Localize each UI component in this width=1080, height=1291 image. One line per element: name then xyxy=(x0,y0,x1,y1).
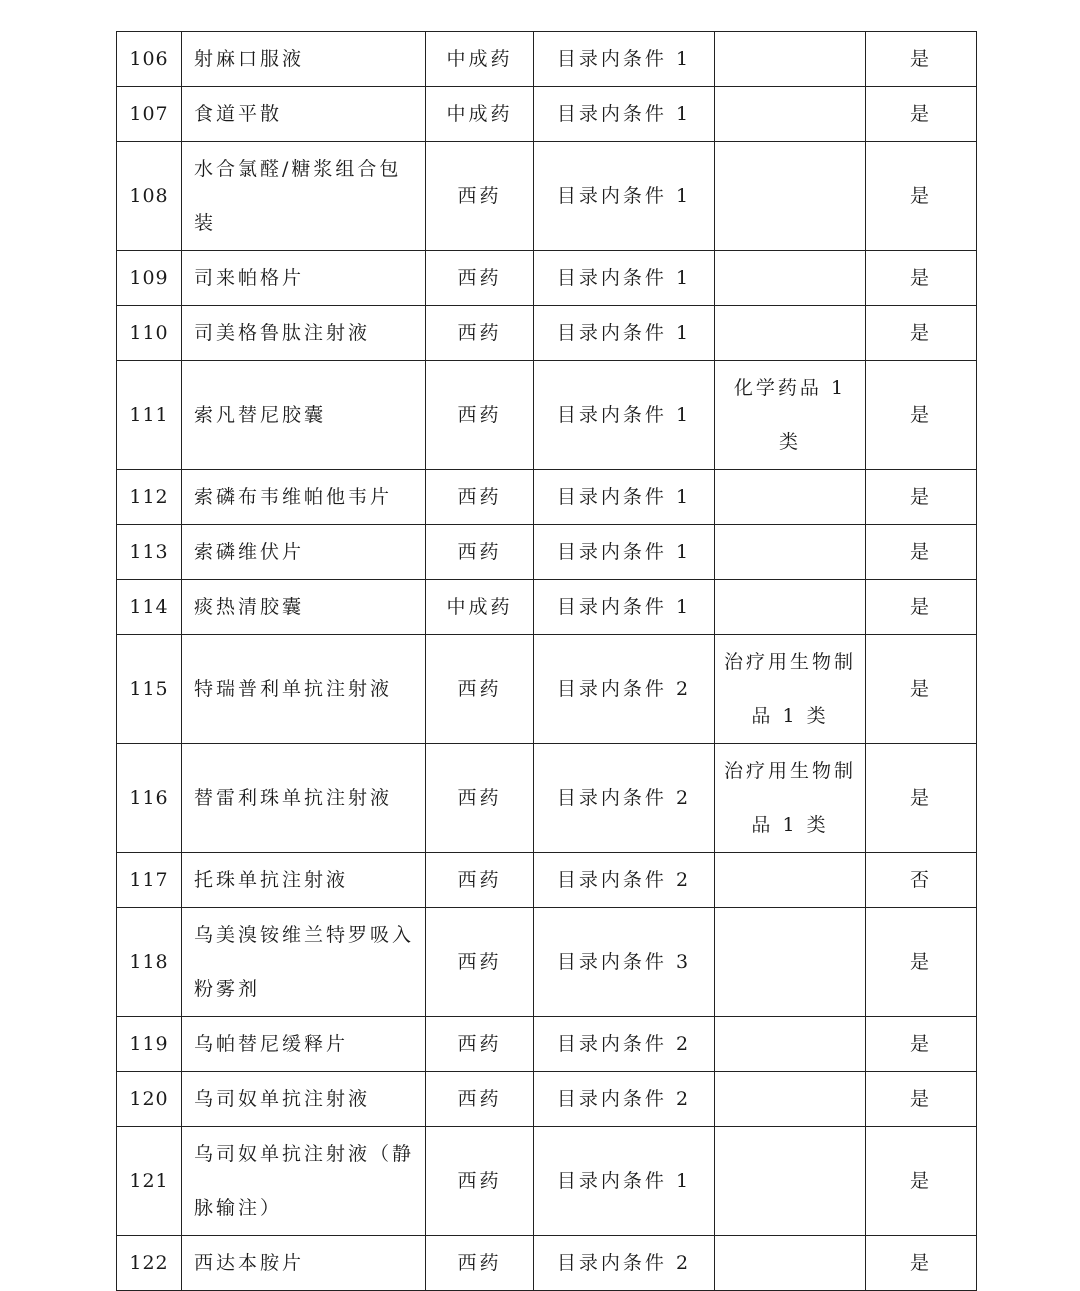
yes-no-flag-cell: 是 xyxy=(866,306,977,361)
drug-type-cell: 西药 xyxy=(426,306,534,361)
row-number-cell: 122 xyxy=(117,1236,182,1291)
catalog-condition-cell: 目录内条件 1 xyxy=(534,525,715,580)
drug-name-cell: 索磷布韦维帕他韦片 xyxy=(182,470,426,525)
drug-category-cell xyxy=(715,1017,866,1072)
catalog-condition-cell: 目录内条件 3 xyxy=(534,908,715,1017)
yes-no-flag-cell: 是 xyxy=(866,32,977,87)
drug-name-cell: 痰热清胶囊 xyxy=(182,580,426,635)
drug-category-cell xyxy=(715,853,866,908)
yes-no-flag-cell: 是 xyxy=(866,1236,977,1291)
catalog-condition-cell: 目录内条件 1 xyxy=(534,470,715,525)
drug-list-table xyxy=(116,31,977,1291)
yes-no-flag-cell: 是 xyxy=(866,142,977,251)
drug-name-cell: 乌美溴铵维兰特罗吸入粉雾剂 xyxy=(182,908,426,1017)
catalog-condition-cell: 目录内条件 1 xyxy=(534,251,715,306)
drug-name-cell: 乌司奴单抗注射液 xyxy=(182,1072,426,1127)
drug-name-cell: 索凡替尼胶囊 xyxy=(182,361,426,470)
drug-name-cell: 索磷维伏片 xyxy=(182,525,426,580)
catalog-condition-cell: 目录内条件 1 xyxy=(534,32,715,87)
drug-type-cell: 西药 xyxy=(426,1017,534,1072)
table-row xyxy=(117,251,977,306)
row-number-cell: 112 xyxy=(117,470,182,525)
row-number-cell: 118 xyxy=(117,908,182,1017)
yes-no-flag-cell: 是 xyxy=(866,361,977,470)
drug-category-cell xyxy=(715,908,866,1017)
drug-type-cell: 西药 xyxy=(426,853,534,908)
drug-type-cell: 西药 xyxy=(426,361,534,470)
table-row xyxy=(117,635,977,744)
table-row xyxy=(117,1017,977,1072)
table-row xyxy=(117,470,977,525)
row-number-cell: 120 xyxy=(117,1072,182,1127)
catalog-condition-cell: 目录内条件 2 xyxy=(534,1072,715,1127)
yes-no-flag-cell: 是 xyxy=(866,908,977,1017)
catalog-condition-cell: 目录内条件 1 xyxy=(534,87,715,142)
catalog-condition-cell: 目录内条件 1 xyxy=(534,361,715,470)
row-number-cell: 121 xyxy=(117,1127,182,1236)
drug-name-cell: 特瑞普利单抗注射液 xyxy=(182,635,426,744)
table-row xyxy=(117,306,977,361)
yes-no-flag-cell: 是 xyxy=(866,525,977,580)
row-number-cell: 114 xyxy=(117,580,182,635)
catalog-condition-cell: 目录内条件 1 xyxy=(534,1127,715,1236)
catalog-condition-cell: 目录内条件 1 xyxy=(534,142,715,251)
drug-category-cell xyxy=(715,1127,866,1236)
drug-type-cell: 西药 xyxy=(426,142,534,251)
table-row xyxy=(117,525,977,580)
row-number-cell: 109 xyxy=(117,251,182,306)
row-number-cell: 113 xyxy=(117,525,182,580)
table-row xyxy=(117,361,977,470)
drug-name-cell: 水合氯醛/糖浆组合包装 xyxy=(182,142,426,251)
table-row xyxy=(117,87,977,142)
yes-no-flag-cell: 是 xyxy=(866,470,977,525)
row-number-cell: 115 xyxy=(117,635,182,744)
drug-type-cell: 中成药 xyxy=(426,32,534,87)
yes-no-flag-cell: 是 xyxy=(866,87,977,142)
table-row xyxy=(117,32,977,87)
drug-category-cell: 治疗用生物制品 1 类 xyxy=(715,744,866,853)
catalog-condition-cell: 目录内条件 2 xyxy=(534,635,715,744)
catalog-condition-cell: 目录内条件 2 xyxy=(534,1236,715,1291)
drug-type-cell: 西药 xyxy=(426,908,534,1017)
yes-no-flag-cell: 否 xyxy=(866,853,977,908)
drug-name-cell: 食道平散 xyxy=(182,87,426,142)
drug-category-cell xyxy=(715,1236,866,1291)
drug-type-cell: 中成药 xyxy=(426,87,534,142)
drug-category-cell xyxy=(715,470,866,525)
drug-type-cell: 西药 xyxy=(426,1072,534,1127)
drug-name-cell: 司来帕格片 xyxy=(182,251,426,306)
row-number-cell: 117 xyxy=(117,853,182,908)
drug-type-cell: 西药 xyxy=(426,525,534,580)
catalog-condition-cell: 目录内条件 1 xyxy=(534,306,715,361)
drug-type-cell: 西药 xyxy=(426,1127,534,1236)
table-row xyxy=(117,1236,977,1291)
row-number-cell: 116 xyxy=(117,744,182,853)
drug-name-cell: 西达本胺片 xyxy=(182,1236,426,1291)
row-number-cell: 106 xyxy=(117,32,182,87)
yes-no-flag-cell: 是 xyxy=(866,1017,977,1072)
drug-type-cell: 中成药 xyxy=(426,580,534,635)
yes-no-flag-cell: 是 xyxy=(866,251,977,306)
drug-category-cell xyxy=(715,525,866,580)
yes-no-flag-cell: 是 xyxy=(866,635,977,744)
drug-type-cell: 西药 xyxy=(426,470,534,525)
table-row xyxy=(117,142,977,251)
row-number-cell: 107 xyxy=(117,87,182,142)
drug-name-cell: 替雷利珠单抗注射液 xyxy=(182,744,426,853)
table-row xyxy=(117,853,977,908)
drug-category-cell xyxy=(715,87,866,142)
drug-type-cell: 西药 xyxy=(426,635,534,744)
yes-no-flag-cell: 是 xyxy=(866,744,977,853)
catalog-condition-cell: 目录内条件 1 xyxy=(534,580,715,635)
drug-category-cell: 治疗用生物制品 1 类 xyxy=(715,635,866,744)
catalog-condition-cell: 目录内条件 2 xyxy=(534,853,715,908)
drug-category-cell xyxy=(715,142,866,251)
yes-no-flag-cell: 是 xyxy=(866,580,977,635)
row-number-cell: 119 xyxy=(117,1017,182,1072)
row-number-cell: 111 xyxy=(117,361,182,470)
drug-type-cell: 西药 xyxy=(426,1236,534,1291)
drug-category-cell xyxy=(715,580,866,635)
drug-category-cell xyxy=(715,251,866,306)
drug-type-cell: 西药 xyxy=(426,744,534,853)
drug-name-cell: 乌帕替尼缓释片 xyxy=(182,1017,426,1072)
drug-name-cell: 射麻口服液 xyxy=(182,32,426,87)
drug-category-cell xyxy=(715,32,866,87)
row-number-cell: 108 xyxy=(117,142,182,251)
catalog-condition-cell: 目录内条件 2 xyxy=(534,1017,715,1072)
drug-name-cell: 司美格鲁肽注射液 xyxy=(182,306,426,361)
drug-category-cell xyxy=(715,1072,866,1127)
yes-no-flag-cell: 是 xyxy=(866,1127,977,1236)
table-row xyxy=(117,744,977,853)
drug-category-cell: 化学药品 1 类 xyxy=(715,361,866,470)
table-row xyxy=(117,908,977,1017)
drug-name-cell: 乌司奴单抗注射液（静脉输注） xyxy=(182,1127,426,1236)
catalog-condition-cell: 目录内条件 2 xyxy=(534,744,715,853)
drug-category-cell xyxy=(715,306,866,361)
table-row xyxy=(117,580,977,635)
table-row xyxy=(117,1127,977,1236)
drug-type-cell: 西药 xyxy=(426,251,534,306)
yes-no-flag-cell: 是 xyxy=(866,1072,977,1127)
table-row xyxy=(117,1072,977,1127)
row-number-cell: 110 xyxy=(117,306,182,361)
drug-name-cell: 托珠单抗注射液 xyxy=(182,853,426,908)
